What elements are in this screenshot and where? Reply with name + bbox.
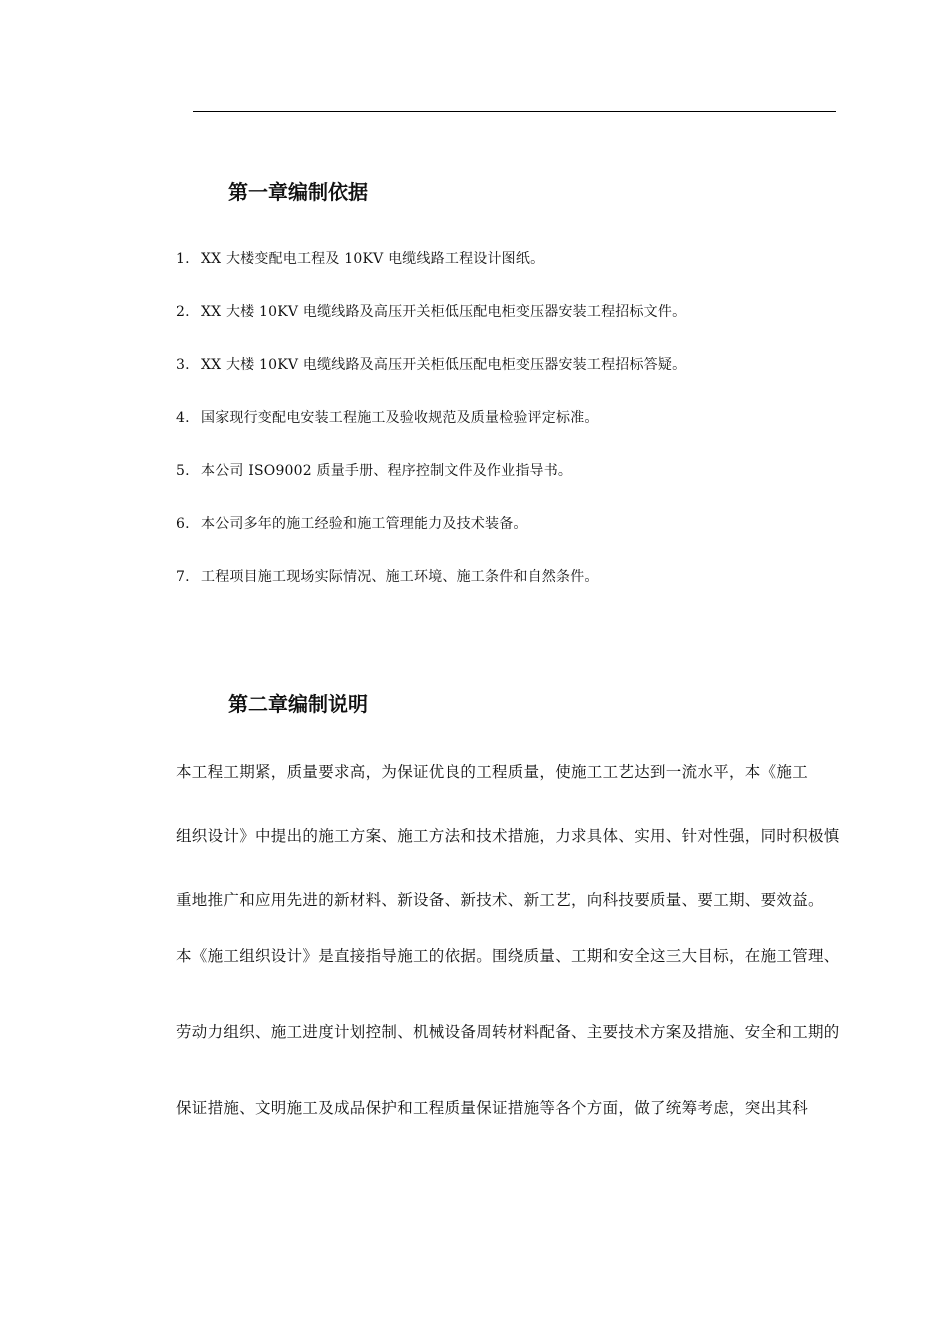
list-item [176, 356, 686, 409]
list-item-text: XX 大楼 10KV 电缆线路及高压开关柜低压配电柜变压器安装工程招标文件。 [201, 304, 687, 320]
list-item [176, 250, 686, 303]
list-item-text: 工程项目施工现场实际情况、施工环境、施工条件和自然条件。 [201, 569, 599, 585]
list-item-text: 国家现行变配电安装工程施工及验收规范及质量检验评定标准。 [201, 410, 599, 426]
paragraph-line: 本工程工期紧，质量要求高，为保证优良的工程质量，使施工工艺达到一流水平，本《施工 [176, 763, 809, 781]
list-item-number: 4. [176, 410, 190, 426]
list-item [176, 409, 686, 462]
list-item-text: XX 大楼变配电工程及 10KV 电缆线路工程设计图纸。 [201, 251, 545, 267]
list-item-number: 1. [176, 251, 190, 267]
list-item-text: 本公司 ISO9002 质量手册、程序控制文件及作业指导书。 [201, 463, 573, 479]
list-item [176, 515, 686, 568]
paragraph-line: 劳动力组织、施工进度计划控制、机械设备周转材料配备、主要技术方案及措施、安全和工期的 [176, 1023, 840, 1041]
list-item-number: 5. [176, 463, 190, 479]
paragraph-line: 重地推广和应用先进的新材料、新设备、新技术、新工艺，向科技要质量、要工期、要效益。 [176, 891, 824, 909]
list-item-text: 本公司多年的施工经验和施工管理能力及技术装备。 [201, 516, 528, 532]
list-item-text: XX 大楼 10KV 电缆线路及高压开关柜低压配电柜变压器安装工程招标答疑。 [201, 357, 687, 373]
basis-list [176, 250, 686, 621]
paragraph-2 [176, 946, 858, 1174]
list-item-number: 3. [176, 357, 190, 373]
list-item [176, 303, 686, 356]
chapter1-title: 第一章编制依据 [228, 180, 368, 204]
list-item [176, 462, 686, 515]
paragraph-line: 保证措施、文明施工及成品保护和工程质量保证措施等各个方面，做了统筹考虑，突出其科 [176, 1099, 809, 1117]
list-item-number: 7. [176, 569, 190, 585]
paragraph-line: 组织设计》中提出的施工方案、施工方法和技术措施，力求具体、实用、针对性强，同时积极慎 [176, 827, 840, 845]
paragraph-1 [176, 762, 858, 954]
list-item-number: 6. [176, 516, 190, 532]
list-item [176, 568, 686, 621]
header-rule [193, 111, 836, 112]
list-item-number: 2. [176, 304, 190, 320]
paragraph-line: 本《施工组织设计》是直接指导施工的依据。围绕质量、工期和安全这三大目标，在施工管理、 [176, 947, 840, 965]
chapter2-title: 第二章编制说明 [228, 692, 368, 716]
